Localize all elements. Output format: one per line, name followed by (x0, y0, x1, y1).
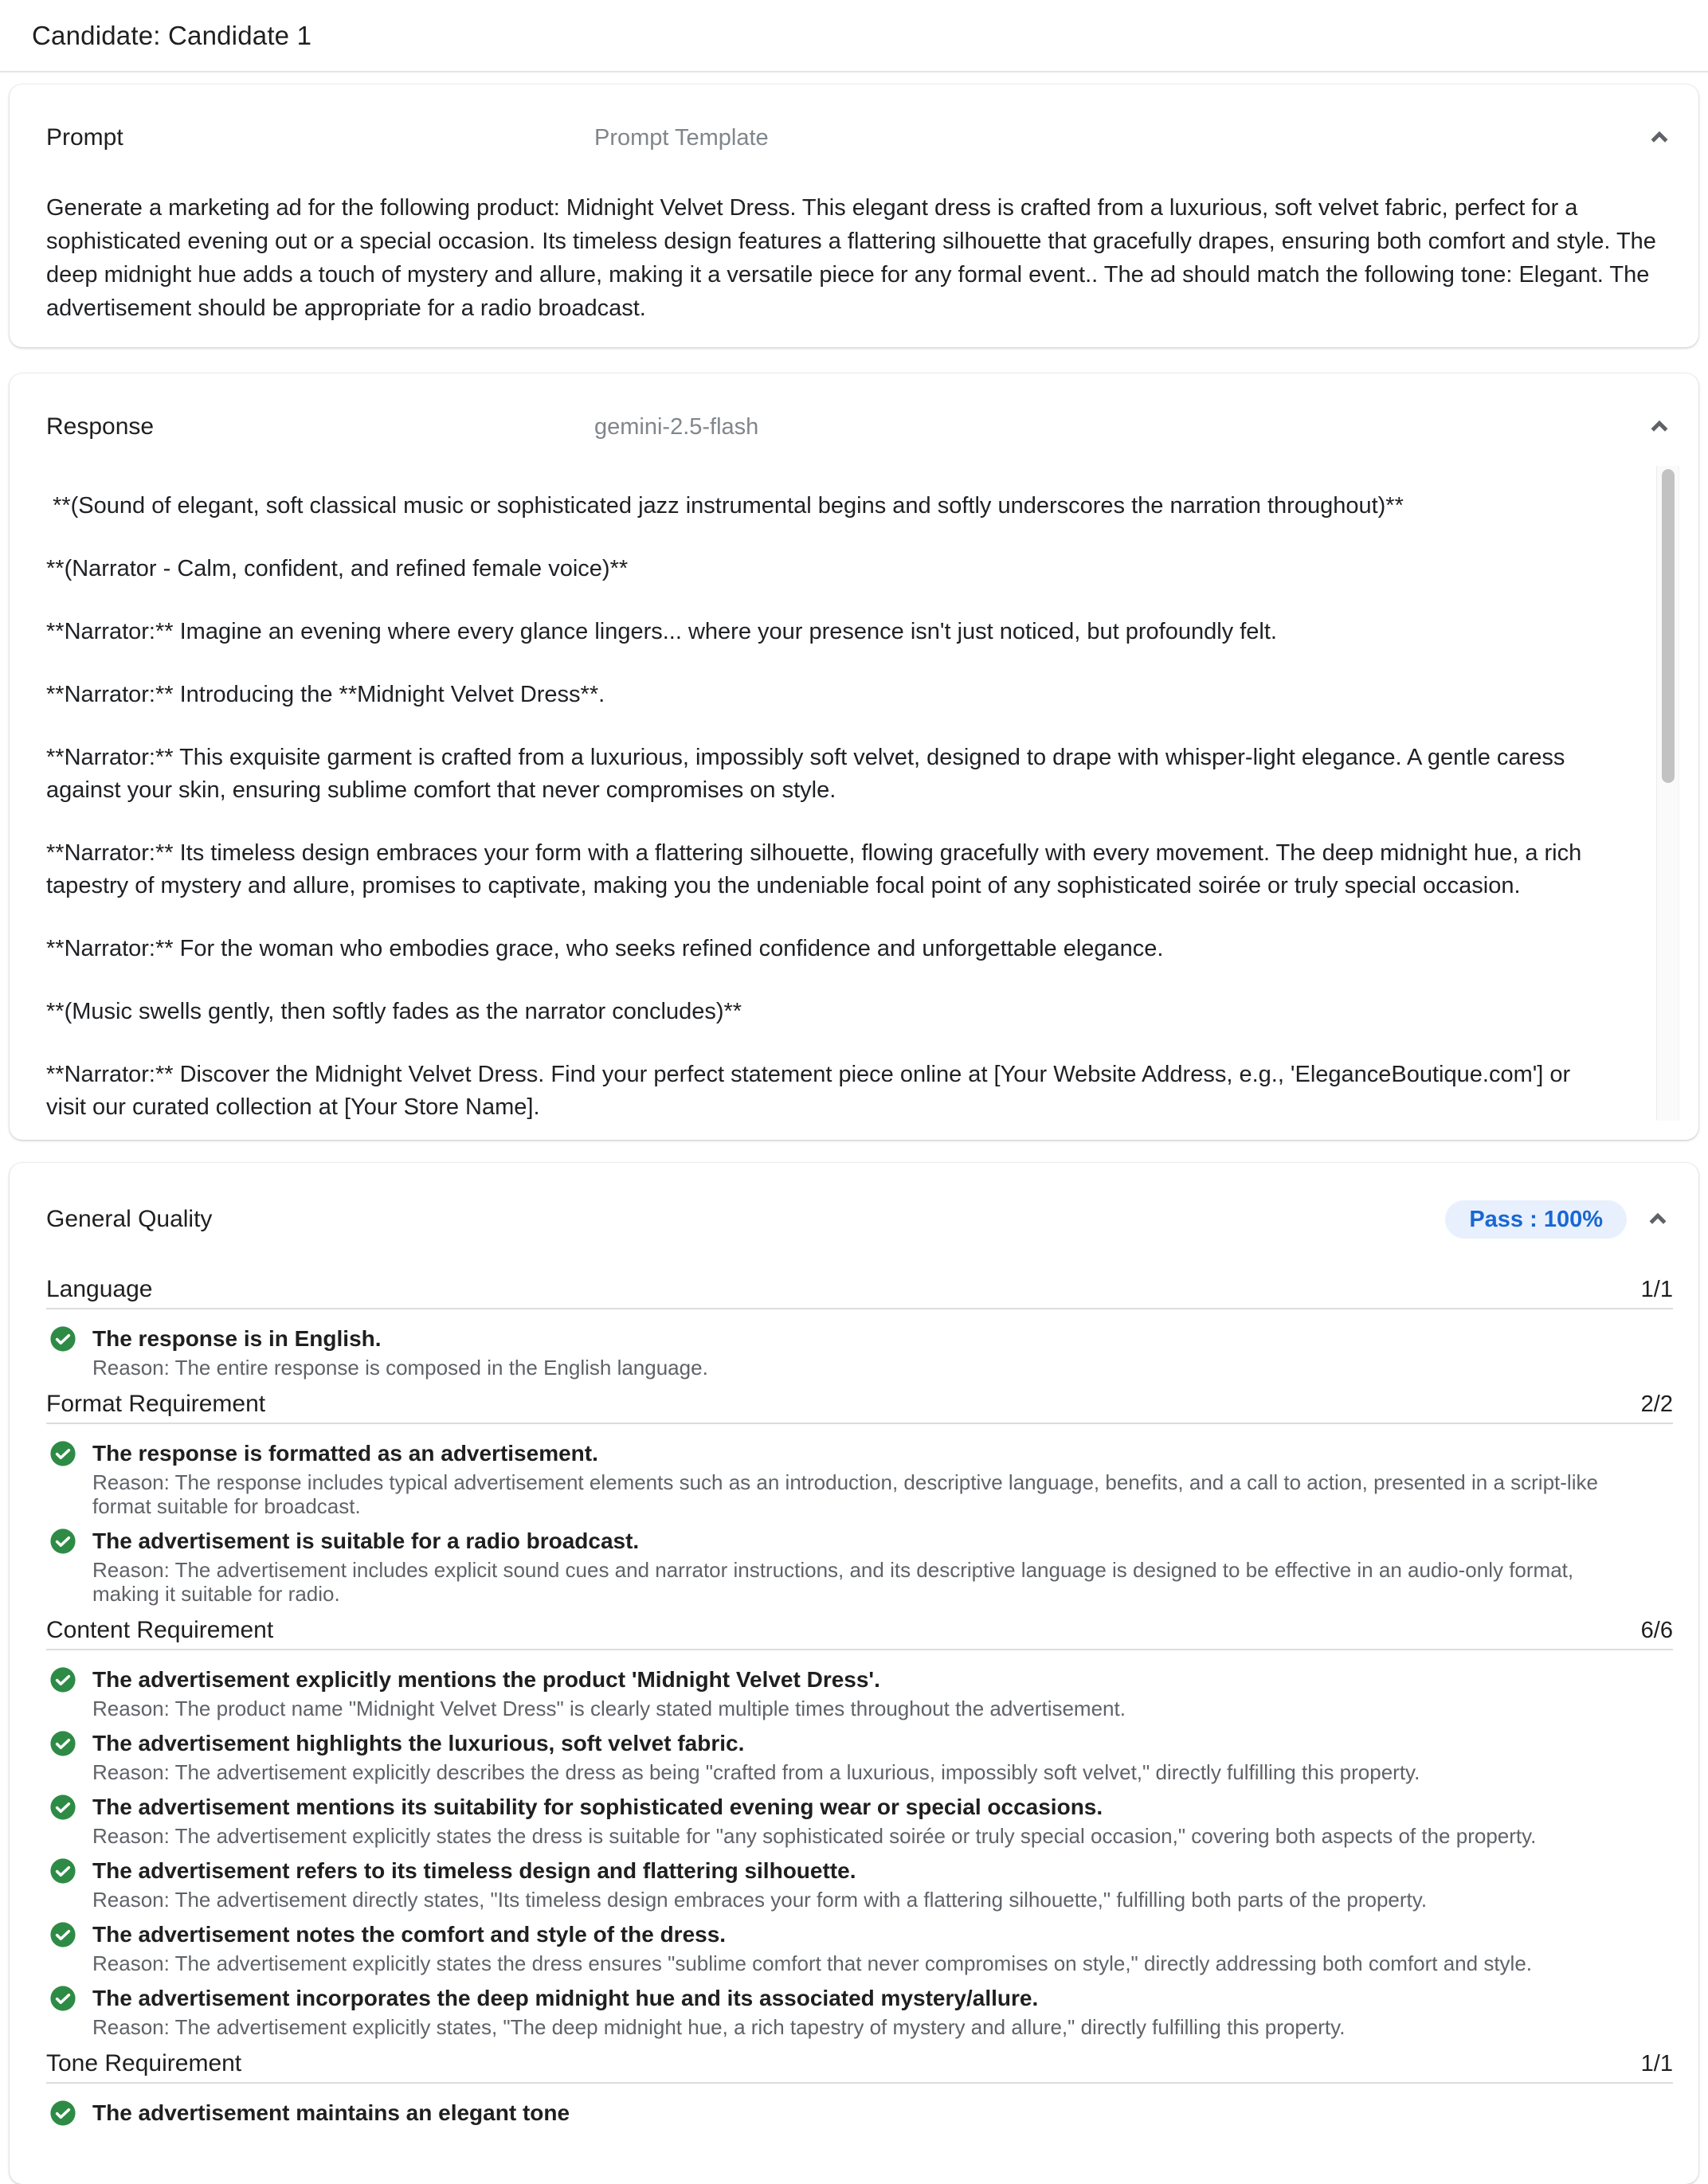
criterion-reason: Reason: The advertisement directly states, "Its timeless design embraces your form with a flattering silhouette," fulfilling both parts of the property. (92, 1888, 1428, 1912)
criterion-title: The advertisement maintains an elegant tone (92, 2100, 570, 2125)
scrollbar-track[interactable] (1656, 466, 1679, 1121)
chevron-up-icon (1643, 1225, 1673, 1237)
quality-sections (46, 1274, 1673, 2127)
criterion-title: The advertisement is suitable for a radio broadcast. (92, 1528, 640, 1553)
check-circle-icon (49, 1730, 76, 1757)
check-circle-icon (49, 1794, 76, 1821)
quality-card-header (46, 1200, 1673, 1239)
quality-collapse-button[interactable] (1643, 1204, 1673, 1235)
criterion-item (46, 1985, 1673, 2039)
criterion-reason: Reason: The entire response is composed in the English language. (92, 1356, 708, 1380)
section-divider (46, 1423, 1673, 1424)
section-divider (46, 1308, 1673, 1309)
section-format-requirement (46, 1389, 1673, 1606)
section-score: 1/1 (1640, 2051, 1673, 2076)
prompt-card-header (46, 121, 1668, 155)
general-quality-card (10, 1163, 1698, 2184)
criterion-item (46, 1730, 1673, 1784)
criterion-reason: Reason: The advertisement explicitly describes the dress as being "crafted from a luxurious, impossibly soft velvet," directly fulfilling this property. (92, 1760, 1420, 1784)
check-circle-icon (49, 2100, 76, 2127)
criterion-item (46, 2100, 1673, 2127)
check-circle-icon (49, 1325, 76, 1352)
scrollbar-thumb[interactable] (1662, 469, 1675, 783)
criterion-item (46, 1440, 1673, 1518)
response-paragraph: **(Narrator - Calm, confident, and refined female voice)** (46, 556, 629, 581)
response-paragraph: **Narrator:** Discover the Midnight Velvet Dress. Find your perfect statement piece online at [Your Website Address, e.g., 'EleganceBoutique.com'] or visit our curated collection at [Your Store Name]. (46, 1062, 1577, 1120)
response-scroll-area[interactable] (46, 466, 1679, 1121)
criterion-reason: Reason: The response includes typical advertisement elements such as an introduction, descriptive language, benefits, and a call to action, presented in a script-like format suitable for broadcast. (92, 1470, 1598, 1518)
quality-card-title: General Quality (46, 1206, 213, 1232)
response-paragraph: **Narrator:** Imagine an evening where every glance lingers... where your presence isn't just noticed, but profoundly felt. (46, 619, 1277, 644)
check-circle-icon (49, 1528, 76, 1555)
prompt-card-title: Prompt (46, 124, 123, 151)
section-name: Tone Requirement (46, 2050, 242, 2076)
section-score: 2/2 (1640, 1391, 1673, 1417)
criterion-title: The advertisement mentions its suitability for sophisticated evening wear or special occasions. (92, 1795, 1103, 1819)
response-paragraph: **(Music swells gently, then softly fades as the narrator concludes)** (46, 999, 742, 1024)
criterion-reason: Reason: The advertisement explicitly states the dress ensures "sublime comfort that never compromises on style," directly addressing both comfort and style. (92, 1951, 1533, 1975)
section-content-requirement (46, 1615, 1673, 2039)
criterion-reason: Reason: The advertisement explicitly states, "The deep midnight hue, a rich tapestry of mystery and allure," directly fulfilling this property. (92, 2015, 1346, 2039)
prompt-card (10, 84, 1698, 347)
section-tone-requirement (46, 2049, 1673, 2127)
check-circle-icon (49, 1666, 76, 1693)
prompt-text: Generate a marketing ad for the following product: Midnight Velvet Dress. This elegant dress is crafted from a luxurious, soft velvet fabric, perfect for a sophisticated evening out or a special occasion. Its timeless design features a flattering silhouette that gracefully drapes, ensuring both comfort and style. The deep midnight hue adds a touch of mystery and allure, making it a versatile piece for any formal event.. The ad should match the following tone: Elegant. The advertisement should be appropriate for a radio broadcast. (46, 195, 1656, 321)
response-paragraph: **Narrator:** Introducing the **Midnight Velvet Dress**. (46, 682, 605, 707)
section-name: Language (46, 1276, 153, 1302)
criterion-item (46, 1325, 1673, 1380)
response-paragraph: **Narrator:** This exquisite garment is crafted from a luxurious, impossibly soft velvet, designed to drape with whisper-light elegance. A gentle caress against your skin, ensuring sublime comfort that never compromises on style. (46, 745, 1572, 803)
section-language (46, 1274, 1673, 1380)
criterion-item (46, 1857, 1673, 1912)
page-title: Candidate: Candidate 1 (32, 21, 312, 50)
response-paragraph: **Narrator:** For the woman who embodies grace, who seeks refined confidence and unforgettable elegance. (46, 936, 1164, 961)
prompt-template-label: Prompt Template (594, 125, 769, 151)
section-score: 6/6 (1640, 1618, 1673, 1643)
section-score: 1/1 (1640, 1277, 1673, 1302)
chevron-up-icon (1644, 432, 1675, 444)
response-model-label: gemini-2.5-flash (594, 414, 759, 440)
check-circle-icon (49, 1857, 76, 1885)
response-paragraph: **(Sound of elegant, soft classical music or sophisticated jazz instrumental begins and softly underscores the narration throughout)** (46, 493, 1404, 519)
criterion-item (46, 1666, 1673, 1720)
criterion-title: The response is in English. (92, 1326, 382, 1351)
section-divider (46, 2082, 1673, 2084)
response-collapse-button[interactable] (1644, 412, 1675, 442)
section-header (46, 1615, 1673, 1646)
page-header (0, 0, 1708, 72)
criterion-title: The advertisement incorporates the deep midnight hue and its associated mystery/allure. (92, 1986, 1039, 2010)
prompt-collapse-button[interactable] (1644, 123, 1675, 153)
section-divider (46, 1649, 1673, 1650)
section-header (46, 2049, 1673, 2079)
section-name: Content Requirement (46, 1617, 274, 1643)
check-circle-icon (49, 1985, 76, 2012)
section-header (46, 1389, 1673, 1419)
response-paragraph: **Narrator:** Its timeless design embraces your form with a flattering silhouette, flowing gracefully with every movement. The deep midnight hue, a rich tapestry of mystery and allure, promises to captivate, making you the undeniable focal point of any sophisticated soirée or truly special occasion. (46, 840, 1589, 898)
section-name: Format Requirement (46, 1391, 266, 1417)
criterion-title: The response is formatted as an advertisement. (92, 1441, 598, 1466)
criterion-title: The advertisement notes the comfort and style of the dress. (92, 1922, 727, 1947)
check-circle-icon (49, 1921, 76, 1948)
criterion-item (46, 1921, 1673, 1975)
criterion-reason: Reason: The product name "Midnight Velvet Dress" is clearly stated multiple times throughout the advertisement. (92, 1697, 1126, 1720)
section-header (46, 1274, 1673, 1305)
response-text (46, 466, 1679, 1121)
response-card-header (46, 410, 1668, 444)
criterion-reason: Reason: The advertisement includes explicit sound cues and narrator instructions, and its descriptive language is designed to be effective in an audio-only format, making it suitable for radio. (92, 1558, 1574, 1606)
criterion-title: The advertisement highlights the luxurious, soft velvet fabric. (92, 1731, 745, 1755)
response-card (10, 374, 1698, 1140)
criterion-title: The advertisement refers to its timeless design and flattering silhouette. (92, 1858, 856, 1883)
cards-container (0, 84, 1708, 2184)
criterion-reason: Reason: The advertisement explicitly states the dress is suitable for "any sophisticated soirée or truly special occasion," covering both aspects of the property. (92, 1824, 1537, 1848)
check-circle-icon (49, 1440, 76, 1467)
chevron-up-icon (1644, 143, 1675, 155)
criterion-item (46, 1528, 1673, 1606)
response-card-title: Response (46, 413, 155, 440)
criterion-item (46, 1794, 1673, 1848)
pass-rate-badge: Pass : 100% (1445, 1200, 1627, 1239)
criterion-title: The advertisement explicitly mentions the product 'Midnight Velvet Dress'. (92, 1667, 880, 1692)
